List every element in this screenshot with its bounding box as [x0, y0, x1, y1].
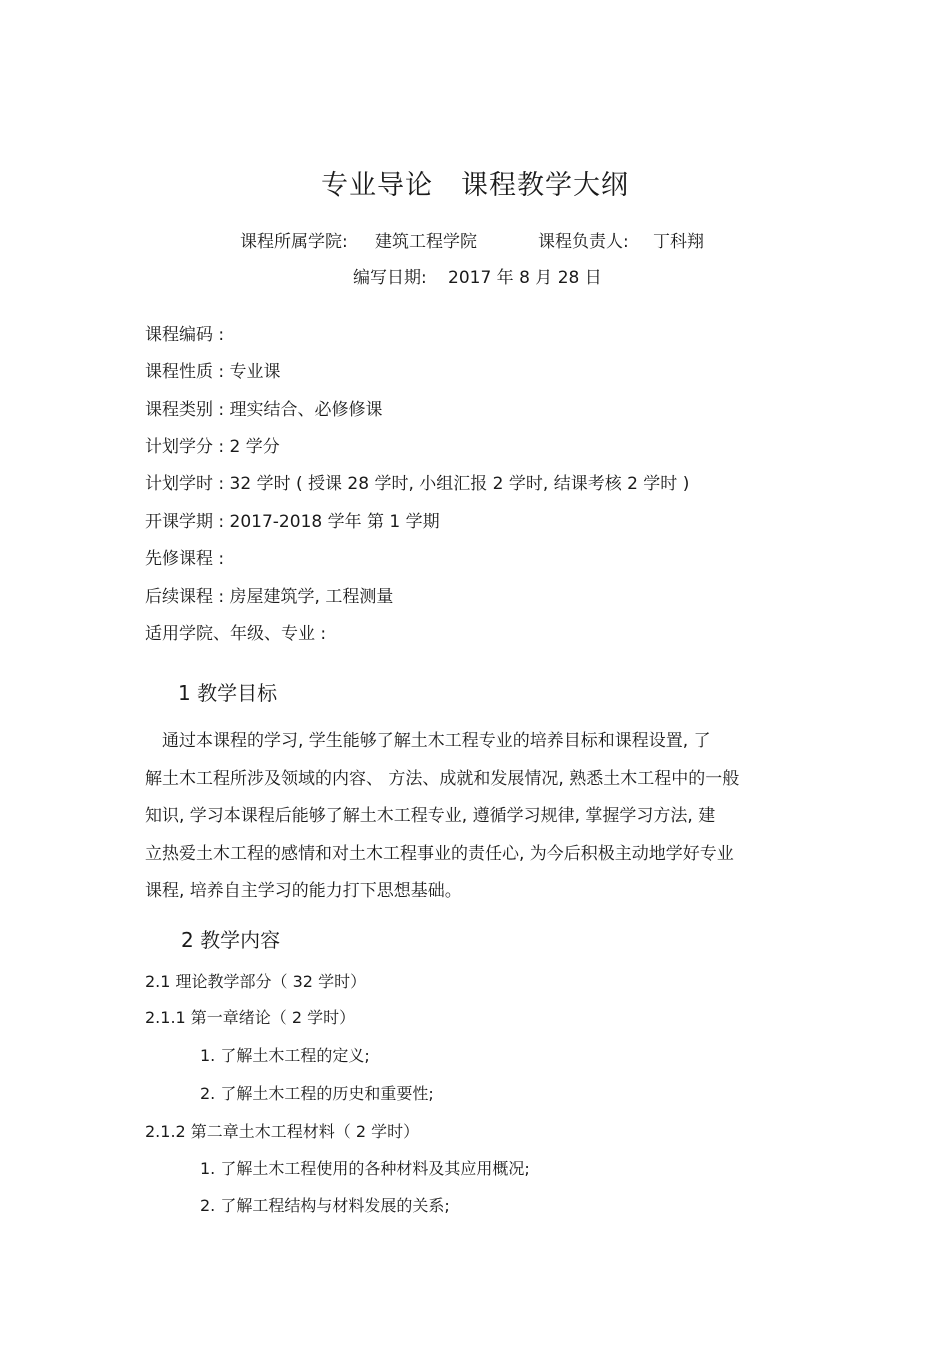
section-1-heading: 1 教学目标 — [178, 681, 278, 705]
subsection-2-1-2: 2.1.2 第二章土木工程材料（ 2 学时） — [145, 1122, 420, 1141]
field-credits: 计划学分 : 2 学分 — [145, 437, 280, 457]
list-item: 2. 了解工程结构与材料发展的关系; — [200, 1196, 450, 1215]
list-item: 1. 了解土木工程使用的各种材料及其应用概况; — [200, 1159, 530, 1178]
college-label: 课程所属学院: — [240, 232, 348, 252]
paragraph-line: 解土木工程所涉及领域的内容、 方法、成就和发展情况, 熟悉土木工程中的一般 — [145, 768, 740, 789]
field-applicable-majors: 适用学院、年级、专业 : — [145, 624, 327, 644]
list-item: 1. 了解土木工程的定义; — [200, 1046, 370, 1065]
field-course-code: 课程编码 : — [145, 325, 225, 345]
owner-value: 丁科翔 — [653, 232, 704, 252]
subsection-2-1: 2.1 理论教学部分（ 32 学时） — [145, 972, 367, 991]
paragraph-line: 通过本课程的学习, 学生能够了解土木工程专业的培养目标和课程设置, 了 — [145, 731, 711, 751]
section-2-heading: 2 教学内容 — [181, 928, 281, 952]
field-hours: 计划学时 : 32 学时 ( 授课 28 学时, 小组汇报 2 学时, 结课考核 2 学时 ) — [145, 474, 690, 494]
college-value: 建筑工程学院 — [375, 232, 477, 252]
subsection-2-1-1: 2.1.1 第一章绪论（ 2 学时） — [145, 1008, 356, 1027]
date-value: 2017 年 8 月 28 日 — [448, 268, 602, 288]
paragraph-line: 立热爱土木工程的感情和对土木工程事业的责任心, 为今后积极主动地学好专业 — [145, 843, 734, 864]
field-prerequisites: 先修课程 : — [145, 549, 225, 569]
paragraph-line: 知识, 学习本课程后能够了解土木工程专业, 遵循学习规律, 掌握学习方法, 建 — [145, 806, 716, 826]
section-1-paragraph — [145, 723, 805, 911]
field-course-category: 课程类别 : 理实结合、必修修课 — [145, 400, 383, 420]
paragraph-line: 课程, 培养自主学习的能力打下思想基础。 — [145, 881, 462, 901]
owner-label: 课程负责人: — [538, 232, 629, 252]
date-label: 编写日期: — [353, 268, 427, 288]
list-item: 2. 了解土木工程的历史和重要性; — [200, 1084, 434, 1103]
field-semester: 开课学期 : 2017-2018 学年 第 1 学期 — [145, 512, 440, 532]
field-course-nature: 课程性质 : 专业课 — [145, 362, 281, 382]
page-title: 专业导论 课程教学大纲 — [321, 170, 629, 201]
field-follow-up-courses: 后续课程 : 房屋建筑学, 工程测量 — [145, 587, 394, 607]
